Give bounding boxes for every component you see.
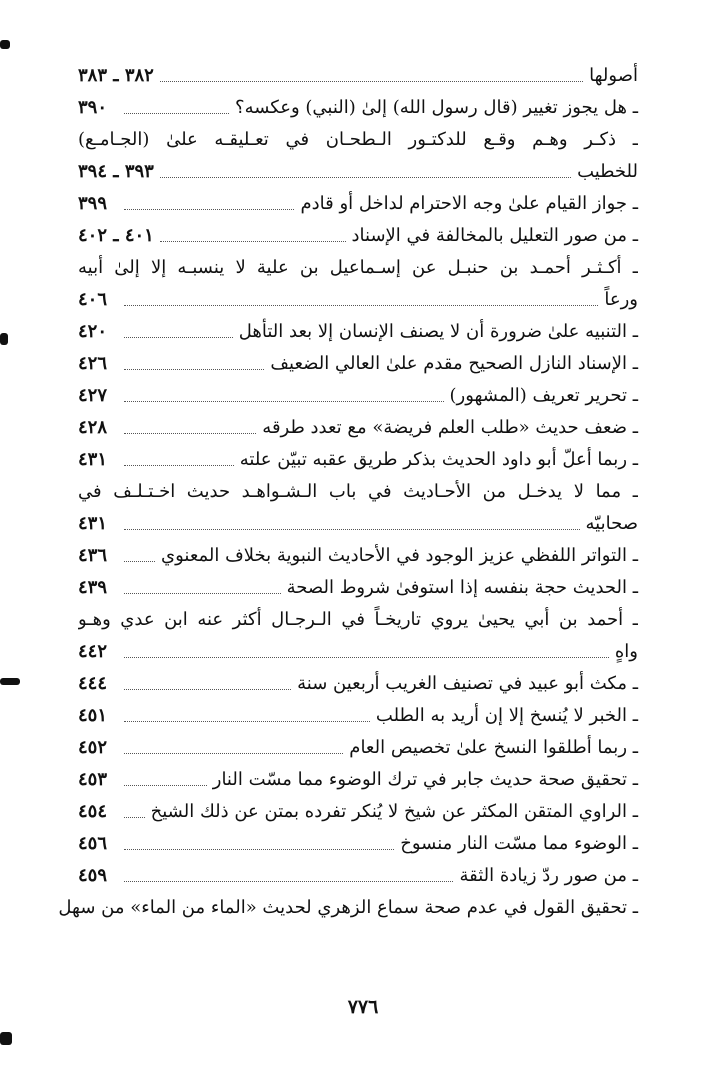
toc-entry-row — [78, 700, 638, 732]
toc-entry-pages: ٤٢٠ — [78, 321, 108, 342]
toc-entry-pages: ٤٤٢ — [78, 641, 108, 662]
margin-mark-bottom — [0, 1032, 12, 1045]
toc-entry — [78, 92, 638, 124]
dot-leader — [124, 529, 580, 530]
dot-leader — [124, 465, 234, 466]
toc-entry-title: ورعاً — [604, 289, 638, 310]
toc-entry-title-line: ـ ذكـر وهـم وقـع للدكتـور الـطحـان في تعـليقـه علىٰ (الجـامـع) — [78, 129, 638, 150]
toc-entry — [78, 732, 638, 764]
toc-entry-row — [78, 220, 638, 252]
toc-entry-pages: ٤٥٣ — [78, 769, 108, 790]
toc-entry — [78, 348, 638, 380]
toc-entry-pages: ٤٥٤ — [78, 801, 108, 822]
toc-entry-title: ـ من صور ردّ زيادة الثقة — [459, 865, 638, 886]
toc-entry-row — [78, 508, 638, 540]
toc-entry-row — [78, 828, 638, 860]
toc-entry-row — [78, 444, 638, 476]
toc-entry-row — [78, 540, 638, 572]
toc-entry-pages: ٤٢٧ — [78, 385, 108, 406]
toc-entry-title-line: ـ مما لا يدخـل من الأحـاديث في باب الـشـواهـد حديث اخـتـلـف في — [78, 481, 638, 502]
toc-entry-row — [78, 572, 638, 604]
dot-leader — [160, 81, 583, 82]
toc-entry-pages: ٤٥٩ — [78, 865, 108, 886]
dot-leader — [160, 241, 346, 242]
toc-entry-pages: ٤٢٨ — [78, 417, 108, 438]
toc-entry-pages: ٤٥٦ — [78, 833, 108, 854]
toc-entry-title: ـ الوضوء مما مسّت النار منسوخ — [400, 833, 638, 854]
toc-entry — [78, 572, 638, 604]
toc-entry-title: ـ تحرير تعريف (المشهور) — [449, 385, 638, 406]
toc-entry-row — [78, 188, 638, 220]
toc-entry — [78, 60, 638, 92]
toc-entry-row — [78, 732, 638, 764]
toc-entry-row — [78, 60, 638, 92]
toc-entry — [78, 540, 638, 572]
dot-leader — [124, 817, 145, 818]
toc-entry-row — [78, 316, 638, 348]
toc-entry-row — [78, 380, 638, 412]
toc-entry-title: ـ الحديث حجة بنفسه إذا استوفىٰ شروط الصحة — [286, 577, 638, 598]
toc-entry — [78, 380, 638, 412]
dot-leader — [124, 689, 291, 690]
toc-entry-row — [78, 636, 638, 668]
dot-leader — [124, 657, 609, 658]
toc-entry — [78, 412, 638, 444]
dot-leader — [160, 177, 571, 178]
toc-entry-title: ـ ربما أطلقوا النسخ علىٰ تخصيص العام — [349, 737, 638, 758]
margin-mark-left — [0, 678, 20, 685]
toc-entry-title: ـ الإسناد النازل الصحيح مقدم علىٰ العالي الضعيف — [270, 353, 638, 374]
toc-entry — [78, 220, 638, 252]
dot-leader — [124, 337, 233, 338]
toc-entry-title: ـ تحقيق القول في عدم صحة سماع الزهري لحديث «الماء من الماء» من سهل — [58, 897, 638, 918]
toc-entry — [78, 476, 638, 540]
toc-entry-pages: ٣٩٠ — [78, 97, 108, 118]
toc-entry — [78, 252, 638, 316]
toc-entry-row — [78, 860, 638, 892]
toc-entry-title: أصولها — [589, 65, 638, 86]
toc-entry — [78, 764, 638, 796]
toc-entry-title: صحابيّه — [585, 513, 638, 534]
toc-entry — [58, 892, 638, 924]
toc-entry — [78, 316, 638, 348]
dot-leader — [124, 785, 207, 786]
toc-entry-pages: ٣٩٣ ـ ٣٩٤ — [78, 161, 154, 182]
toc-entry — [78, 796, 638, 828]
toc-entry-pages: ٣٩٩ — [78, 193, 108, 214]
toc-entry — [78, 124, 638, 188]
toc-entry-title: ـ من صور التعليل بالمخالفة في الإسناد — [351, 225, 638, 246]
dot-leader — [124, 593, 281, 594]
toc-entry-pages: ٤٣٦ — [78, 545, 108, 566]
toc-entry-row — [78, 668, 638, 700]
toc-entry-pages: ٤٥١ — [78, 705, 108, 726]
toc-entry-title: ـ مكث أبو عبيد في تصنيف الغريب أربعين سنة — [297, 673, 638, 694]
toc-entry-pages: ٤٠١ ـ ٤٠٢ — [78, 225, 154, 246]
margin-mark-middle — [0, 333, 8, 345]
dot-leader — [124, 721, 370, 722]
toc-entry-row — [78, 796, 638, 828]
toc-entry-title-line: ـ أحمد بن أبي يحيىٰ يروي تاريخـاً في الـرجـال أكثر عنه ابن عدي وهـو — [78, 609, 638, 630]
dot-leader — [124, 433, 256, 434]
toc-entry-pages: ٤٣٩ — [78, 577, 108, 598]
toc-entry — [78, 700, 638, 732]
dot-leader — [124, 849, 394, 850]
toc-entry-row — [78, 412, 638, 444]
dot-leader — [124, 881, 453, 882]
toc-entry-title: ـ جواز القيام علىٰ وجه الاحترام لداخل أو قادم — [300, 193, 638, 214]
toc-entry-pages: ٤٢٦ — [78, 353, 108, 374]
toc-entry — [78, 188, 638, 220]
toc-entry-title: للخطيب — [577, 161, 638, 182]
toc-entry-pages: ٤٥٢ — [78, 737, 108, 758]
toc-entry-pages: ٤٠٦ — [78, 289, 108, 310]
toc-entry-title-line: ـ أكـثـر أحمـد بن حنبـل عن إسـماعيل بن علية لا ينسبـه إلا إلىٰ أبيه — [78, 257, 638, 278]
toc-entry-title: ـ التواتر اللفظي عزيز الوجود في الأحاديث النبوية بخلاف المعنوي — [161, 545, 638, 566]
toc-entry-title: ـ التنبيه علىٰ ضرورة أن لا يصنف الإنسان إلا بعد التأهل — [238, 321, 638, 342]
toc-entry-pages: ٤٣١ — [78, 449, 108, 470]
toc-entry-title: واهٍ — [614, 641, 638, 662]
toc-entry-row — [78, 156, 638, 188]
toc-entry-title: ـ تحقيق صحة حديث جابر في ترك الوضوء مما مسّت النار — [212, 769, 638, 790]
toc-entry-row — [78, 764, 638, 796]
toc-entry-pages: ٤٣١ — [78, 513, 108, 534]
table-of-contents — [58, 60, 638, 924]
toc-entry — [78, 828, 638, 860]
toc-entry-row — [78, 348, 638, 380]
toc-entry-title: ـ ربما أعلّ أبو داود الحديث بذكر طريق عقبه تبيّن علته — [239, 449, 638, 470]
toc-entry — [78, 444, 638, 476]
toc-entry-row — [58, 892, 638, 924]
toc-entry-title: ـ ضعف حديث «طلب العلم فريضة» مع تعدد طرقه — [262, 417, 638, 438]
toc-entry-pages: ٤٤٤ — [78, 673, 108, 694]
toc-entry — [78, 860, 638, 892]
dot-leader — [124, 209, 294, 210]
toc-entry-title: ـ الخبر لا يُنسخ إلا إن أريد به الطلب — [375, 705, 638, 726]
toc-entry-title: ـ هل يجوز تغيير (قال رسول الله) إلىٰ (النبي) وعكسه؟ — [235, 97, 638, 118]
toc-entry-pages: ٣٨٢ ـ ٣٨٣ — [78, 65, 154, 86]
dot-leader — [124, 113, 229, 114]
dot-leader — [124, 561, 155, 562]
dot-leader — [124, 305, 598, 306]
toc-entry-row — [78, 92, 638, 124]
page-number: ٧٧٦ — [347, 996, 379, 1018]
dot-leader — [124, 753, 343, 754]
toc-entry-title: ـ الراوي المتقن المكثر عن شيخ لا يُنكر تفرده بمتن عن ذلك الشيخ — [150, 801, 638, 822]
dot-leader — [124, 369, 264, 370]
margin-mark-top — [0, 40, 10, 49]
toc-entry — [78, 668, 638, 700]
toc-entry — [78, 604, 638, 668]
toc-entry-row — [78, 284, 638, 316]
dot-leader — [124, 401, 444, 402]
